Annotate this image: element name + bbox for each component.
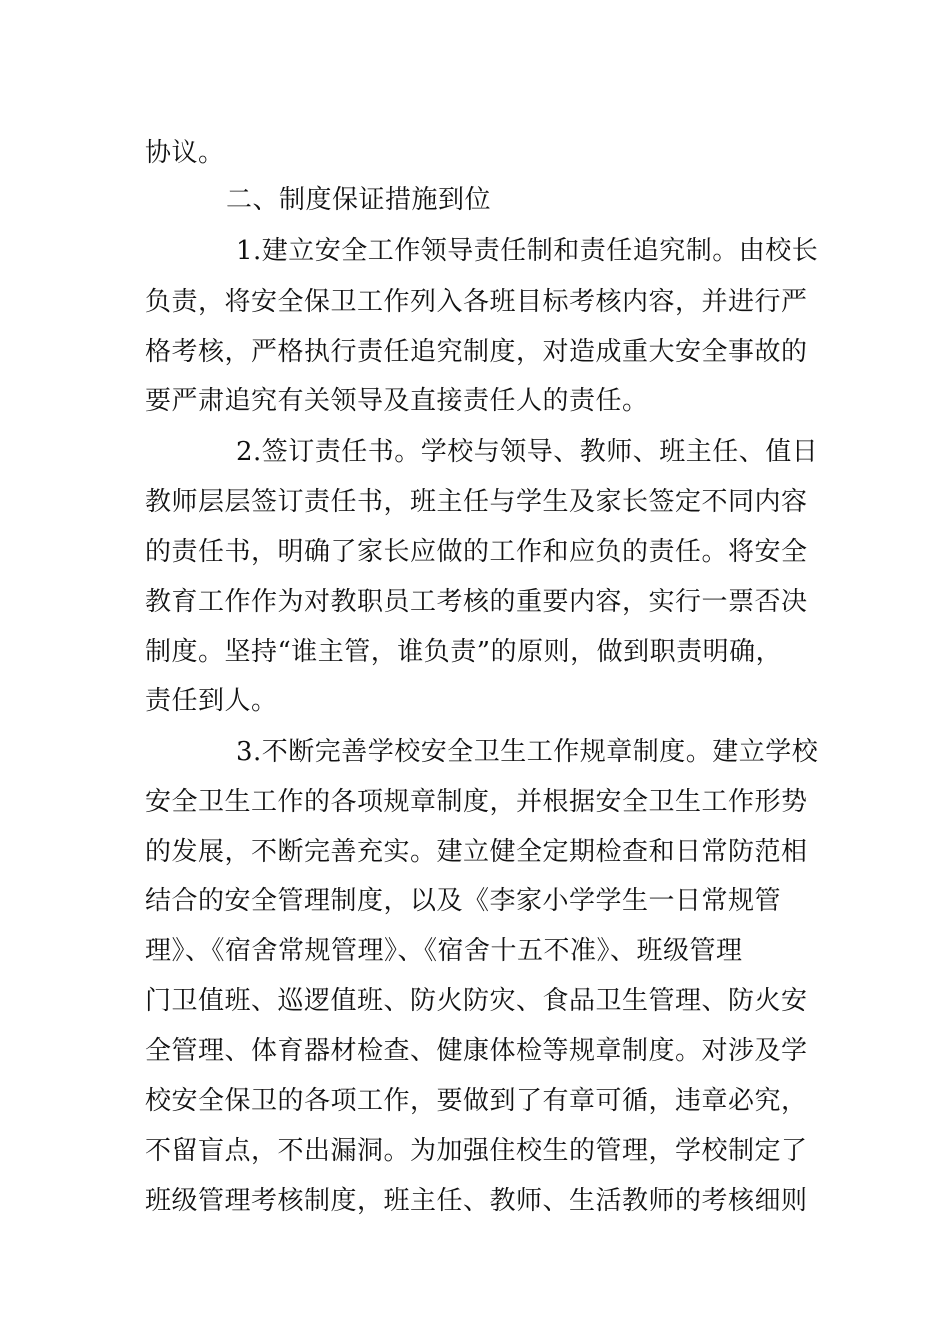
paragraph-3-line-5: 理》、《宿舍常规管理》、《宿舍十五不准》、班级管理: [145, 936, 743, 966]
paragraph-2-line-2: 教师层层签订责任书，班主任与学生及家长签定不同内容: [145, 487, 808, 517]
paragraph-3-line-7: 全管理、体育器材检查、健康体检等规章制度。对涉及学: [145, 1036, 808, 1066]
paragraph-3-line-10: 班级管理考核制度，班主任、教师、生活教师的考核细则: [145, 1186, 808, 1216]
paragraph-2-line-1: 2.签订责任书。学校与领导、教师、班主任、值日: [236, 437, 819, 467]
paragraph-1-line-1: 1.建立安全工作领导责任制和责任追究制。由校长: [236, 236, 819, 266]
paragraph-3-line-1: 3.不断完善学校安全卫生工作规章制度。建立学校: [236, 737, 819, 767]
paragraph-3-line-3: 的发展，不断完善充实。建立健全定期检查和日常防范相: [145, 837, 808, 867]
paragraph-2-line-4: 教育工作作为对教职员工考核的重要内容，实行一票否决: [145, 587, 808, 617]
paragraph-3-line-9: 不留盲点，不出漏洞。为加强住校生的管理，学校制定了: [145, 1136, 808, 1166]
paragraph-1-line-4: 要严肃追究有关领导及直接责任人的责任。: [145, 386, 649, 416]
section-heading: 二、制度保证措施到位: [226, 185, 492, 215]
paragraph-3-line-8: 校安全保卫的各项工作，要做到了有章可循，违章必究，: [145, 1086, 808, 1116]
paragraph-1-line-3: 格考核，严格执行责任追究制度，对造成重大安全事故的: [145, 337, 808, 367]
continuation-text: 协议。: [145, 138, 225, 168]
paragraph-2-line-6: 责任到人。: [145, 686, 278, 716]
paragraph-1-line-2: 负责，将安全保卫工作列入各班目标考核内容，并进行严: [145, 287, 808, 317]
paragraph-3-line-2: 安全卫生工作的各项规章制度，并根据安全卫生工作形势: [145, 787, 808, 817]
paragraph-2-line-5: 制度。坚持“谁主管，谁负责”的原则，做到职责明确，: [145, 637, 783, 667]
paragraph-2-line-3: 的责任书，明确了家长应做的工作和应负的责任。将安全: [145, 537, 808, 567]
paragraph-3-line-6: 门卫值班、巡逻值班、防火防灾、食品卫生管理、防火安: [145, 986, 808, 1016]
paragraph-3-line-4: 结合的安全管理制度，以及《李家小学学生一日常规管: [145, 886, 782, 916]
